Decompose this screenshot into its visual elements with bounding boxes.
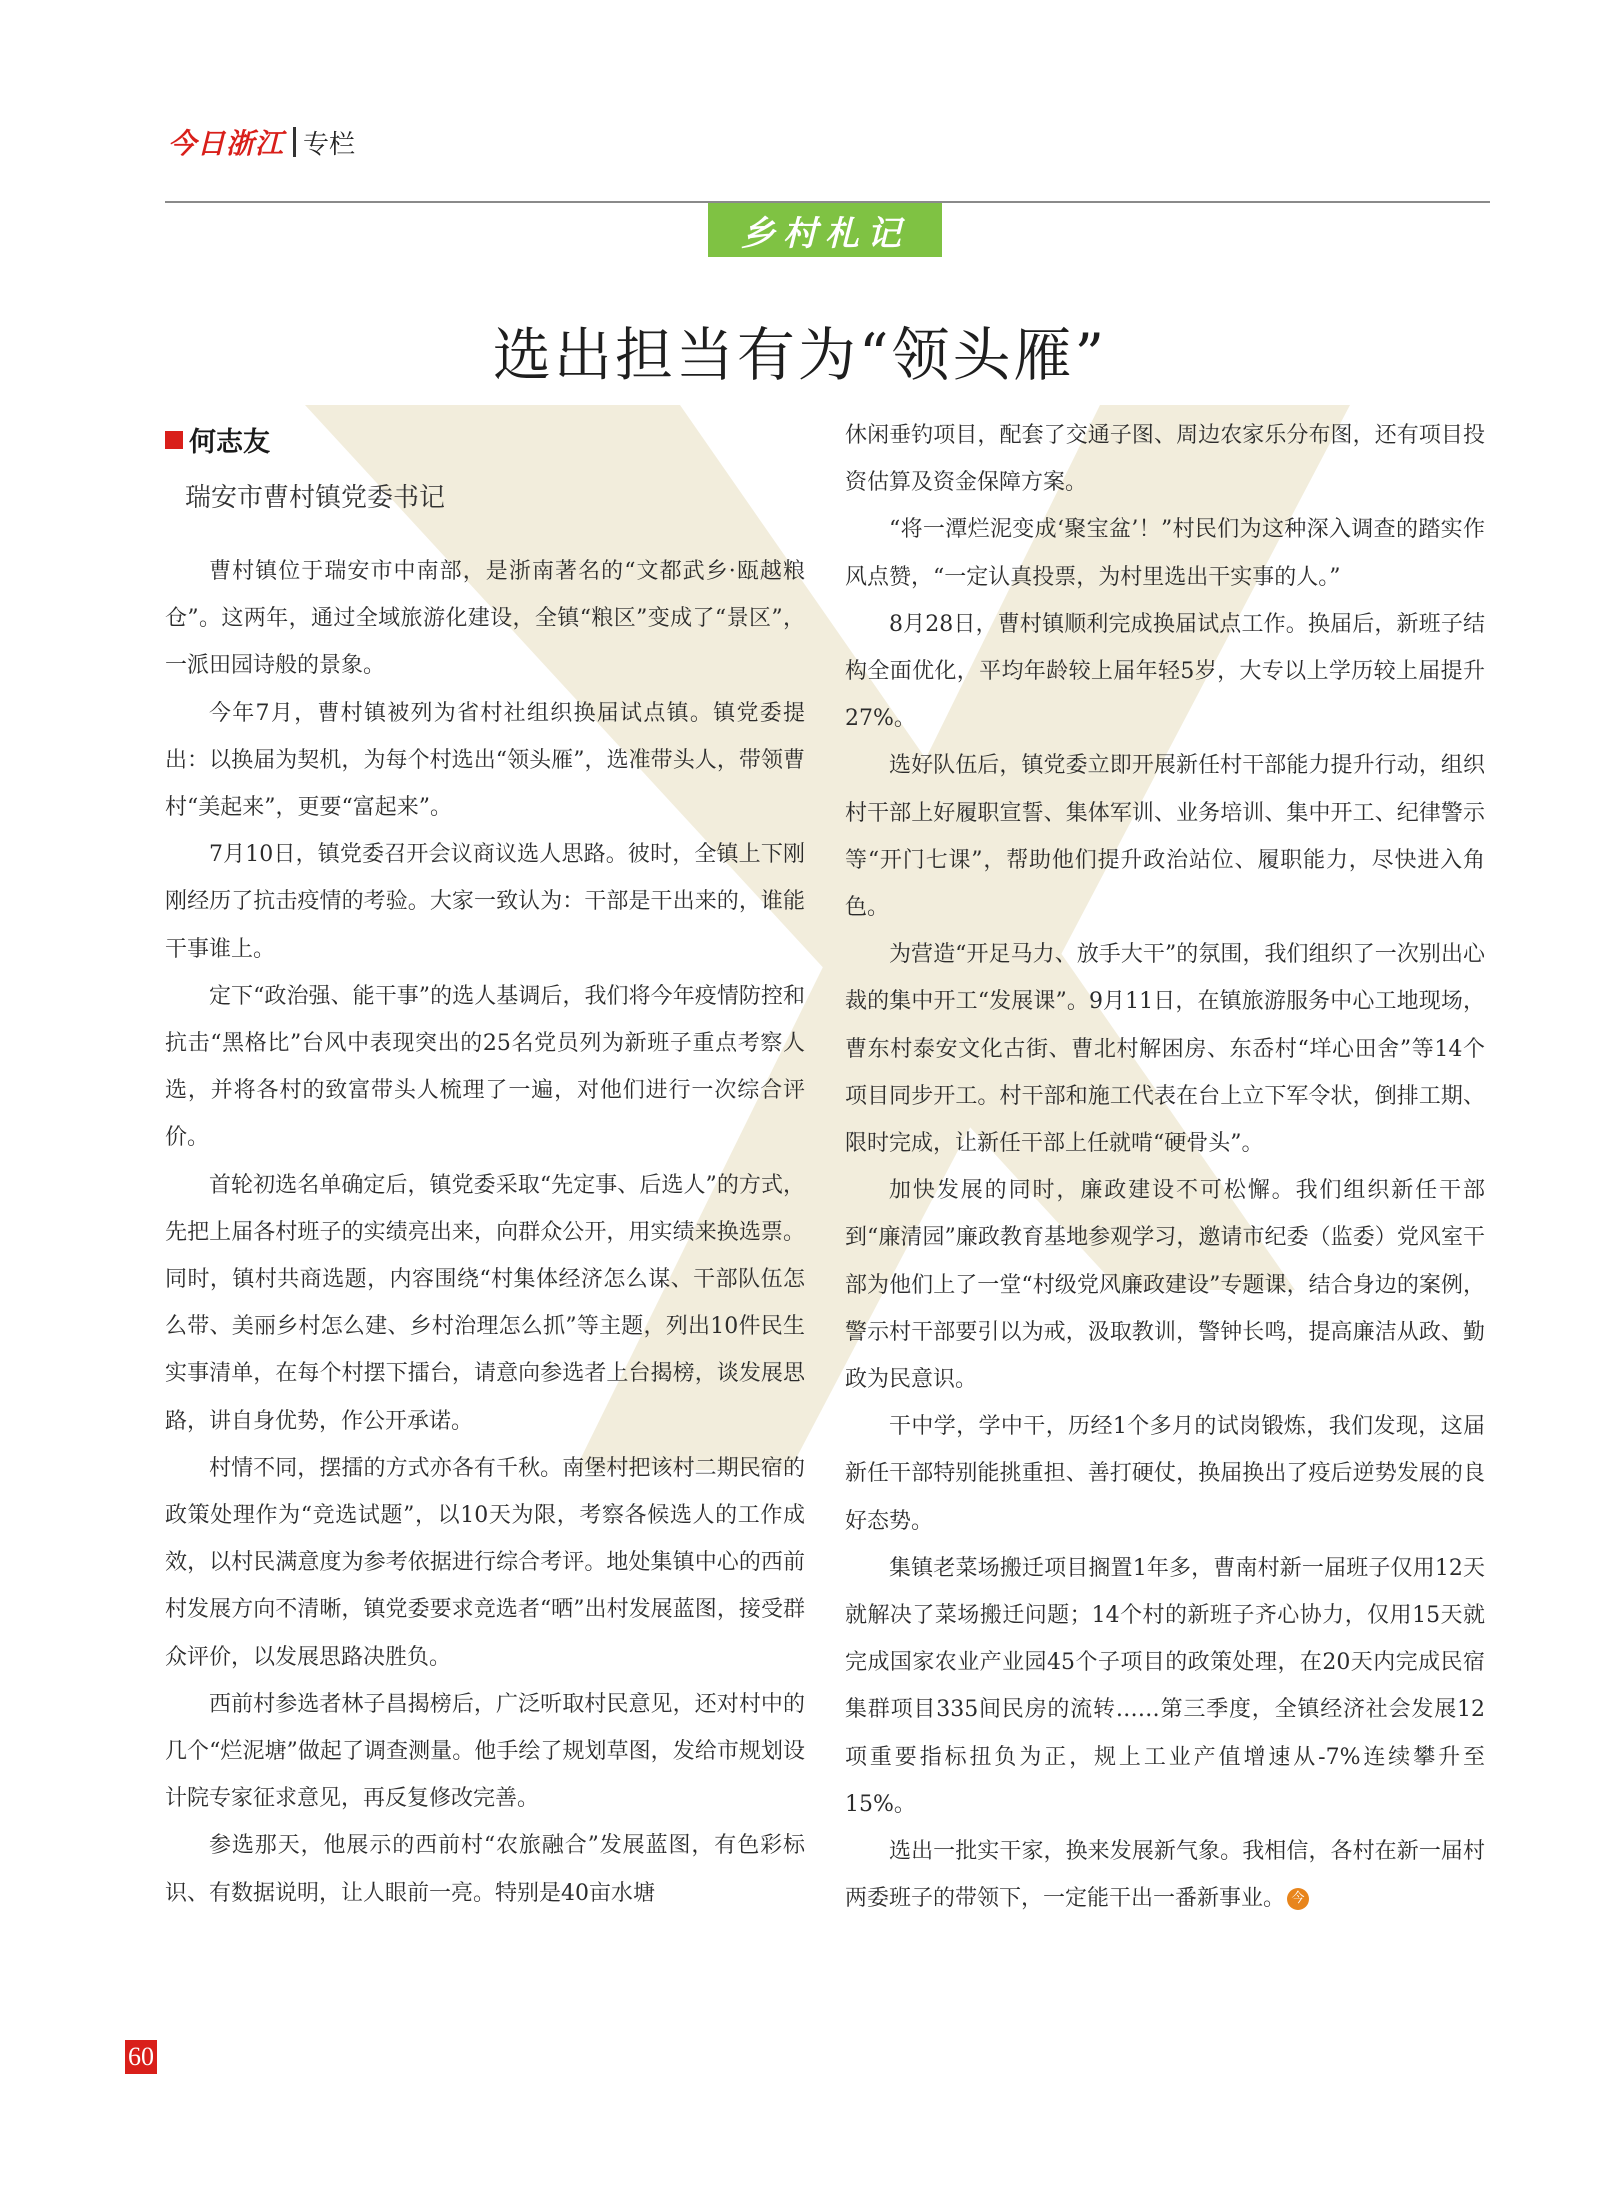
article-title: 选出担当有为“领头雁” xyxy=(492,321,1108,389)
paragraph: 村情不同，摆擂的方式亦各有千秋。南堡村把该村二期民宿的政策处理作为“竞选试题”，以10天为限，考察各候选人的工作成效，以村民满意度为参考依据进行综合考评。地处集镇中心的西前村发展方向不清晰，镇党委要求竞选者“晒”出村发展蓝图，接受群众评价，以发展思路决胜负。 xyxy=(165,1455,805,1670)
paragraph: 西前村参选者林子昌揭榜后，广泛听取村民意见，还对村中的几个“烂泥塘”做起了调查测量。他手绘了规划草图，发给市规划设计院专家征求意见，再反复修改完善。 xyxy=(165,1691,805,1812)
author-title: 瑞安市曹村镇党委书记 xyxy=(185,483,446,513)
brand-logo: 今日浙江 xyxy=(168,127,285,160)
paragraph: 加快发展的同时，廉政建设不可松懈。我们组织新任干部到“廉清园”廉政教育基地参观学习，邀请市纪委（监委）党风室干部为他们上了一堂“村级党风廉政建设”专题课，结合身边的案例，警示村干部要引以为戒，汲取教训，警钟长鸣，提高廉洁从政、勤政为民意识。 xyxy=(845,1178,1485,1393)
paragraph-final xyxy=(845,1828,1485,1922)
paragraph: 定下“政治强、能干事”的选人基调后，我们将今年疫情防控和抗击“黑格比”台风中表现突出的25名党员列为新班子重点考察人选，并将各村的致富带头人梳理了一遍，对他们进行一次综合评价。 xyxy=(165,983,805,1151)
section-label: 专栏 xyxy=(303,129,356,160)
page-header xyxy=(168,122,355,162)
paragraph: 7月10日，镇党委召开会议商议选人思路。彼时，全镇上下刚刚经历了抗击疫情的考验。大家一致认为：干部是干出来的，谁能干事谁上。 xyxy=(165,842,805,962)
author-block xyxy=(165,420,445,514)
left-column xyxy=(165,548,805,1917)
author-name-row xyxy=(165,420,445,459)
paragraph-continued: 休闲垂钓项目，配套了交通子图、周边农家乐分布图，还有项目投资估算及资金保障方案。 xyxy=(845,423,1485,496)
paragraph: 选好队伍后，镇党委立即开展新任村干部能力提升行动，组织村干部上好履职宣誓、集体军训、业务培训、集中开工、纪律警示等“开门七课”，帮助他们提升政治站位、履职能力，尽快进入角色。 xyxy=(845,753,1485,921)
header-divider xyxy=(293,127,296,157)
column-tag: 乡村札记 xyxy=(708,203,942,257)
paragraph: 今年7月，曹村镇被列为省村社组织换届试点镇。镇党委提出：以换届为契机，为每个村选出“领头雁”，选准带头人，带领曹村“美起来”，更要“富起来”。 xyxy=(165,700,805,821)
author-marker-icon xyxy=(165,431,183,449)
paragraph: 集镇老菜场搬迁项目搁置1年多，曹南村新一届班子仅用12天就解决了菜场搬迁问题；14个村的新班子齐心协力，仅用15天就完成国家农业产业园45个子项目的政策处理，在20天内完成民宿集群项目335间民房的流转……第三季度，全镇经济社会发展12项重要指标扭负为正，规上工业产值增速从-7%连续攀升至15%。 xyxy=(845,1555,1485,1817)
final-text: 选出一批实干家，换来发展新气象。我相信，各村在新一届村两委班子的带领下，一定能干出一番新事业。 xyxy=(845,1839,1485,1912)
author-name: 何志友 xyxy=(189,427,270,458)
paragraph: 参选那天，他展示的西前村“农旅融合”发展蓝图，有色彩标识、有数据说明，让人眼前一亮。特别是40亩水塘 xyxy=(165,1833,805,1906)
paragraph: 曹村镇位于瑞安市中南部，是浙南著名的“文都武乡·瓯越粮仓”。这两年，通过全域旅游化建设，全镇“粮区”变成了“景区”，一派田园诗般的景象。 xyxy=(165,559,805,679)
paragraph: “将一潭烂泥变成‘聚宝盆’！”村民们为这种深入调查的踏实作风点赞，“一定认真投票，为村里选出干实事的人。” xyxy=(845,517,1485,590)
paragraph: 8月28日，曹村镇顺利完成换届试点工作。换届后，新班子结构全面优化，平均年龄较上届年轻5岁，大专以上学历较上届提升27%。 xyxy=(845,611,1485,732)
page-number: 60 xyxy=(125,2040,157,2074)
end-mark-icon: 今 xyxy=(1287,1888,1309,1910)
right-column xyxy=(845,412,1485,1923)
paragraph: 干中学，学中干，历经1个多月的试岗锻炼，我们发现，这届新任干部特别能挑重担、善打硬仗，换届换出了疫后逆势发展的良好态势。 xyxy=(845,1414,1485,1534)
paragraph: 为营造“开足马力、放手大干”的氛围，我们组织了一次别出心裁的集中开工“发展课”。9月11日，在镇旅游服务中心工地现场，曹东村泰安文化古街、曹北村解困房、东岙村“垟心田舍”等14个项目同步开工。村干部和施工代表在台上立下军令状，倒排工期、限时完成，让新任干部上任就啃“硬骨头”。 xyxy=(845,942,1485,1157)
paragraph: 首轮初选名单确定后，镇党委采取“先定事、后选人”的方式，先把上届各村班子的实绩亮出来，向群众公开，用实绩来换选票。同时，镇村共商选题，内容围绕“村集体经济怎么谋、干部队伍怎么带、美丽乡村怎么建、乡村治理怎么抓”等主题，列出10件民生实事清单，在每个村摆下擂台，请意向参选者上台揭榜，谈发展思路，讲自身优势，作公开承诺。 xyxy=(165,1172,805,1434)
